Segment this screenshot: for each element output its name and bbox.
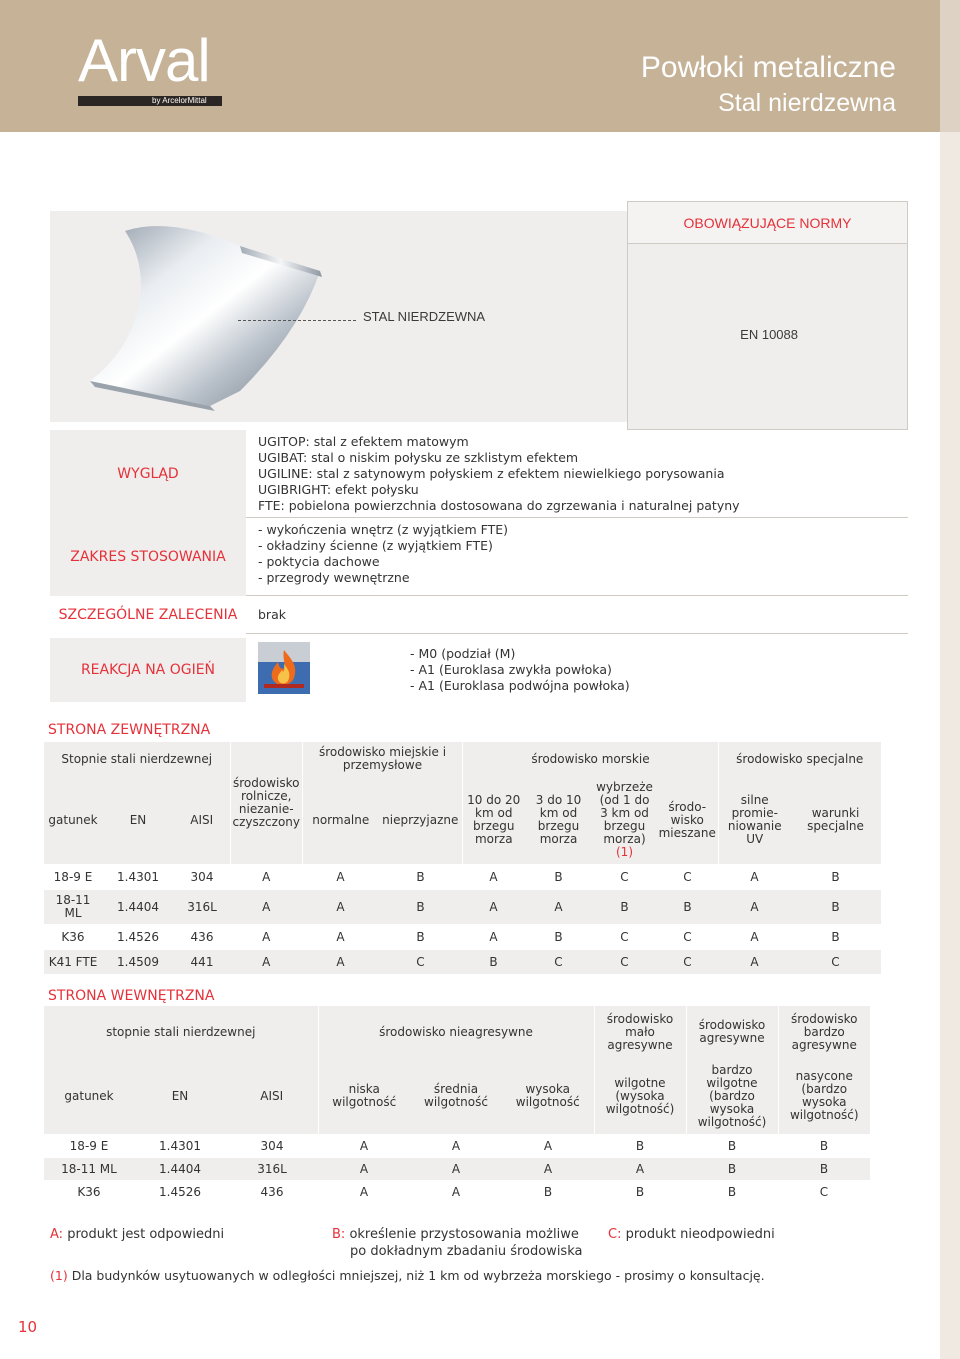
table-cell: B — [620, 899, 629, 914]
info-label-zakres: ZAKRES STOSOWANIA — [50, 518, 246, 596]
outer-special-header: środowisko specjalne — [719, 742, 881, 776]
outer-grades-header: Stopnie stali nierdzewnej — [44, 742, 230, 776]
info-row-zalecenia — [50, 596, 908, 634]
outer-section-title: STRONA ZEWNĘTRZNA — [48, 722, 211, 738]
table-cell: 436 — [260, 1184, 284, 1199]
inner-nonaggr-header: środowisko nieagresywne — [318, 1006, 594, 1058]
table-cell: A — [543, 1161, 553, 1176]
table-cell: B — [416, 869, 425, 884]
legend-a-key: A: — [50, 1227, 64, 1242]
table-cell: A — [336, 954, 345, 969]
norms-value: EN 10088 — [740, 327, 798, 342]
table-cell: B — [819, 1138, 829, 1153]
brand-sub: by ArcelorMittal — [152, 96, 207, 105]
info-row-reakcja — [50, 634, 908, 702]
norms-heading: OBOWIĄZUJĄCE NORMY — [628, 202, 907, 244]
product-label: STAL NIERDZEWNA — [363, 309, 486, 324]
table-cell: C — [683, 954, 692, 969]
info-line: - okładziny ścienne (z wyjątkiem FTE) — [258, 538, 493, 553]
fire-icon — [258, 642, 310, 694]
info-label-wyglad: WYGLĄD — [50, 430, 246, 518]
norms-box — [627, 201, 908, 430]
info-line: - poktycia dachowe — [258, 554, 380, 569]
outer-table-wrap — [44, 742, 881, 974]
table-cell: B — [554, 869, 563, 884]
table-cell: A — [543, 1138, 553, 1153]
table-cell: K41 FTE — [48, 954, 98, 969]
inner-col-aisi: AISI — [226, 1058, 318, 1134]
legend-b-text2: po dokładnym zbadaniu środowiska — [350, 1244, 583, 1259]
table-cell: A — [451, 1161, 461, 1176]
inner-col-en: EN — [134, 1058, 226, 1134]
inner-aggr-header: środowisko agresywne — [686, 1006, 778, 1058]
table-cell: A — [489, 929, 498, 944]
pointer-line — [238, 320, 356, 321]
table-cell: A — [750, 954, 759, 969]
table-cell: B — [416, 899, 425, 914]
inner-col-bardzo: bardzo wilgotne (bardzo wysoka wilgotność) — [686, 1058, 778, 1134]
table-cell: A — [359, 1161, 369, 1176]
header-title-block — [641, 50, 896, 120]
table-cell: A — [262, 929, 271, 944]
info-line: UGIBRIGHT: efekt połysku — [258, 482, 419, 497]
outer-header-row-2 — [44, 776, 881, 864]
info-line: - M0 (podział (M) — [410, 646, 516, 661]
info-row-zakres — [50, 518, 908, 596]
legend-b-text: określenie przystosowania możliwe — [349, 1227, 579, 1242]
table-cell: 436 — [190, 929, 214, 944]
legend-a — [50, 1226, 224, 1243]
table-cell: B — [554, 929, 563, 944]
outer-row-3 — [44, 950, 881, 974]
table-cell: B — [727, 1184, 737, 1199]
inner-lowaggr-header: środowisko mało agresywne — [594, 1006, 686, 1058]
inner-col-wysoka: wysoka wilgotność — [502, 1058, 594, 1134]
table-cell: C — [683, 869, 692, 884]
table-cell: 1.4526 — [117, 929, 159, 944]
table-cell: A — [336, 929, 345, 944]
table-cell: A — [635, 1161, 645, 1176]
flame-icon — [258, 642, 310, 694]
table-cell: C — [831, 954, 840, 969]
outer-marine-header: środowisko morskie — [463, 742, 719, 776]
table-cell: 1.4404 — [159, 1161, 201, 1176]
inner-row-2 — [44, 1180, 870, 1204]
legend-c — [608, 1226, 775, 1243]
brand-logo — [78, 27, 210, 105]
info-text-zalecenia: brak — [258, 607, 286, 622]
outer-col-wybrzeze-text: wybrzeże (od 1 do 3 km od brzegu morza) — [596, 780, 653, 846]
table-cell: C — [620, 869, 629, 884]
table-cell: 18-9 E — [53, 869, 93, 884]
table-cell: A — [359, 1184, 369, 1199]
inner-table — [44, 1006, 870, 1204]
inner-table-wrap — [44, 1006, 870, 1204]
table-cell: A — [451, 1184, 461, 1199]
inner-row-1 — [44, 1158, 870, 1180]
outer-header-row-1 — [44, 742, 881, 776]
info-label-zalecenia: SZCZEGÓLNE ZALECENIA — [50, 596, 246, 634]
table-cell: A — [750, 899, 759, 914]
table-cell: A — [262, 954, 271, 969]
table-cell: B — [543, 1184, 553, 1199]
inner-header-row-1 — [44, 1006, 870, 1058]
outer-col-aisi: AISI — [174, 776, 230, 864]
table-cell: 1.4301 — [159, 1138, 201, 1153]
table-cell: K36 — [77, 1184, 101, 1199]
info-line: UGILINE: stal z satynowym połyskiem z efektem niewielkiego porysowania — [258, 466, 725, 481]
table-cell: B — [831, 929, 840, 944]
table-cell: 1.4301 — [117, 869, 159, 884]
outer-row-0 — [44, 864, 881, 890]
table-cell: B — [683, 899, 692, 914]
product-illustration — [50, 211, 628, 422]
outer-col-wybrzeze — [593, 776, 657, 864]
table-cell: C — [620, 954, 629, 969]
info-line: - przegrody wewnętrzne — [258, 570, 410, 585]
table-cell: B — [831, 899, 840, 914]
page-subtitle: Stal nierdzewna — [718, 89, 896, 117]
outer-col-3do10: 3 do 10 km od brzegu morza — [525, 776, 593, 864]
legend-c-text: produkt nieodpowiedni — [625, 1227, 775, 1242]
table-cell: A — [336, 869, 345, 884]
table-cell: K36 — [61, 929, 85, 944]
inner-veryaggr-header: środowisko bardzo agresywne — [778, 1006, 870, 1058]
info-text-reakcja — [410, 646, 630, 694]
table-cell: B — [635, 1184, 645, 1199]
outer-col-uv: silne promie-niowanie UV — [719, 776, 791, 864]
page-header — [0, 0, 940, 132]
legend-c-key: C: — [608, 1227, 622, 1242]
table-cell: A — [750, 929, 759, 944]
table-cell: B — [489, 954, 498, 969]
info-label-reakcja: REAKCJA NA OGIEŃ — [50, 638, 246, 702]
inner-section-title: STRONA WEWNĘTRZNA — [48, 988, 215, 1004]
outer-col-en: EN — [102, 776, 174, 864]
page-title: Powłoki metaliczne — [640, 51, 896, 84]
table-cell: A — [750, 869, 759, 884]
outer-col-gatunek: gatunek — [44, 776, 102, 864]
inner-col-wilgotne: wilgotne (wysoka wilgotność) — [594, 1058, 686, 1134]
table-cell: 18-11 ML — [61, 1161, 117, 1176]
info-text-wyglad — [258, 434, 740, 514]
brand-name: Arval — [78, 27, 210, 94]
outer-col-nieprzyjazne: nieprzyjazne — [379, 776, 463, 864]
outer-col-10do20: 10 do 20 km od brzegu morza — [463, 776, 525, 864]
table-cell: B — [416, 929, 425, 944]
page-number: 10 — [18, 1318, 38, 1336]
table-cell: C — [620, 929, 629, 944]
table-cell: 441 — [190, 954, 214, 969]
inner-col-gatunek: gatunek — [44, 1058, 134, 1134]
table-cell: 18-11 ML — [55, 893, 91, 920]
outer-table — [44, 742, 881, 974]
outer-col-mieszane: środo-wisko mieszane — [657, 776, 719, 864]
inner-grades-header: stopnie stali nierdzewnej — [44, 1006, 318, 1058]
legend-a-text: produkt jest odpowiedni — [67, 1227, 225, 1242]
table-cell: B — [727, 1161, 737, 1176]
outer-row-2 — [44, 924, 881, 950]
table-cell: B — [831, 869, 840, 884]
table-cell: 1.4404 — [117, 899, 159, 914]
inner-header-row-2 — [44, 1058, 870, 1134]
table-cell: A — [359, 1138, 369, 1153]
outer-col-warunki: warunki specjalne — [791, 776, 881, 864]
table-cell: A — [489, 899, 498, 914]
info-line: FTE: pobielona powierzchnia dostosowana do zgrzewania i naturalnej patyny — [258, 498, 740, 513]
info-line: UGITOP: stal z efektem matowym — [258, 434, 469, 449]
table-cell: B — [635, 1138, 645, 1153]
table-cell: 316L — [187, 899, 217, 914]
table-cell: A — [554, 899, 563, 914]
side-strip — [940, 0, 960, 1359]
info-line: - A1 (Euroklasa podwójna powłoka) — [410, 678, 630, 693]
steel-sheet-image — [50, 211, 628, 422]
footnote-key: (1) — [50, 1268, 68, 1283]
table-cell: 18-9 E — [69, 1138, 109, 1153]
legend-b-key: B: — [332, 1227, 346, 1242]
table-cell: 1.4526 — [159, 1184, 201, 1199]
table-cell: C — [416, 954, 425, 969]
outer-col-wybrzeze-note: (1) — [616, 845, 633, 859]
table-cell: A — [262, 899, 271, 914]
outer-col-normalne: normalne — [303, 776, 379, 864]
info-line: UGIBAT: stal o niskim połysku ze szklistym efektem — [258, 450, 579, 465]
inner-col-srednia: średnia wilgotność — [410, 1058, 502, 1134]
inner-row-0 — [44, 1134, 870, 1158]
table-cell: C — [819, 1184, 829, 1199]
table-cell: B — [727, 1138, 737, 1153]
table-cell: A — [262, 869, 271, 884]
info-row-wyglad — [50, 430, 908, 518]
table-cell: 304 — [260, 1138, 284, 1153]
side-strip-top — [940, 0, 960, 132]
inner-col-nasycone: nasycone (bardzo wysoka wilgotność) — [778, 1058, 870, 1134]
outer-row-1 — [44, 890, 881, 924]
info-text-zakres — [258, 522, 508, 586]
table-cell: B — [819, 1161, 829, 1176]
outer-rural-header: środowisko rolnicze, niezanie-czyszczony — [230, 742, 303, 864]
table-cell: A — [451, 1138, 461, 1153]
table-cell: C — [683, 929, 692, 944]
table-cell: C — [554, 954, 563, 969]
table-cell: 1.4509 — [117, 954, 159, 969]
outer-urban-header: środowisko miejskie i przemysłowe — [303, 742, 463, 776]
info-line: - A1 (Euroklasa zwykła powłoka) — [410, 662, 612, 677]
table-cell: 304 — [190, 869, 214, 884]
table-cell: 316L — [257, 1161, 287, 1176]
info-line: - wykończenia wnętrz (z wyjątkiem FTE) — [258, 522, 509, 537]
footnote — [50, 1268, 765, 1283]
table-cell: A — [489, 869, 498, 884]
footnote-text: Dla budynków usytuowanych w odległości mniejszej, niż 1 km od wybrzeża morskiego - prosimy o konsultację. — [71, 1268, 765, 1283]
legend-b — [332, 1226, 582, 1260]
table-cell: A — [336, 899, 345, 914]
inner-col-niska: niska wilgotność — [318, 1058, 410, 1134]
